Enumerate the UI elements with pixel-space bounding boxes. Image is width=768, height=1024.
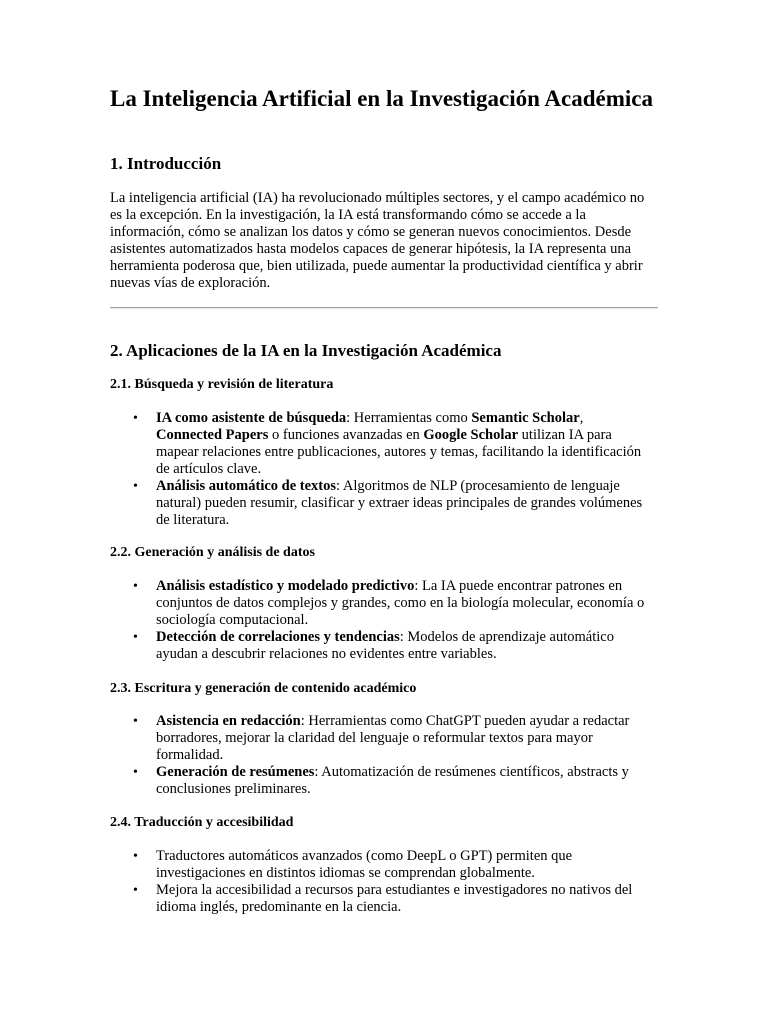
heading-generacion-datos: 2.2. Generación y análisis de datos xyxy=(110,545,315,560)
list-item-text: Mejora la accesibilidad a recursos para estudiantes e investigadores no nativos del idioma inglés, predominante en la ciencia. xyxy=(156,882,633,915)
list-item-text: utilizan IA para mapear relaciones entre publicaciones, autores y temas, facilitando la identificación de artículos clave. xyxy=(156,427,642,477)
list-item xyxy=(110,764,658,798)
bullet-icon: • xyxy=(133,883,138,898)
list-traduccion-accesibilidad xyxy=(110,848,658,916)
list-item xyxy=(110,629,658,663)
bullet-icon: • xyxy=(133,411,138,426)
bullet-icon: • xyxy=(133,630,138,645)
bold-term: Semantic Scholar xyxy=(471,410,580,426)
heading-aplicaciones: 2. Aplicaciones de la IA en la Investigación Académica xyxy=(110,341,502,360)
list-generacion-datos xyxy=(110,578,658,663)
list-item xyxy=(110,478,658,529)
bold-term: Análisis estadístico y modelado predictivo xyxy=(156,578,415,594)
list-item-text: : Herramientas como xyxy=(346,410,472,426)
list-item-text: : Herramientas como ChatGPT pueden ayudar a redactar borradores, mejorar la claridad del lenguaje o reformular textos para mayor formalidad. xyxy=(156,713,630,763)
bullet-icon: • xyxy=(133,479,138,494)
list-item-text: : Algoritmos de NLP (procesamiento de lenguaje natural) pueden resumir, clasificar y extraer ideas principales de grandes volúmenes de literatura. xyxy=(156,478,643,528)
list-item-text: : Automatización de resúmenes científicos, abstracts y conclusiones preliminares. xyxy=(156,764,629,797)
bullet-icon: • xyxy=(133,714,138,729)
horizontal-divider xyxy=(110,307,658,309)
list-item xyxy=(110,848,658,882)
list-item-text: , xyxy=(579,410,584,426)
list-item xyxy=(110,882,658,916)
document-title: La Inteligencia Artificial en la Investigación Académica xyxy=(110,86,654,111)
bold-term: Google Scholar xyxy=(423,427,519,443)
bullet-icon: • xyxy=(133,765,138,780)
bold-term: Detección de correlaciones y tendencias xyxy=(156,629,400,645)
list-busqueda-literatura xyxy=(110,410,658,529)
bold-term: Análisis automático de textos xyxy=(156,478,337,494)
list-item-text: Traductores automáticos avanzados (como DeepL o GPT) permiten que investigaciones en distintos idiomas se comprendan globalmente. xyxy=(156,848,573,881)
list-item-text: : Modelos de aprendizaje automático ayudan a descubrir relaciones no evidentes entre variables. xyxy=(156,629,614,662)
heading-busqueda-literatura: 2.1. Búsqueda y revisión de literatura xyxy=(110,377,334,392)
heading-traduccion-accesibilidad: 2.4. Traducción y accesibilidad xyxy=(110,815,294,830)
bullet-icon: • xyxy=(133,849,138,864)
bold-term: Connected Papers xyxy=(156,427,269,443)
list-item xyxy=(110,578,658,629)
list-item xyxy=(110,713,658,764)
list-item xyxy=(110,410,658,478)
heading-escritura-contenido: 2.3. Escritura y generación de contenido académico xyxy=(110,681,417,696)
bold-term: IA como asistente de búsqueda xyxy=(156,410,347,426)
heading-introduccion: 1. Introducción xyxy=(110,154,222,173)
list-item-text: o funciones avanzadas en xyxy=(268,427,424,443)
bold-term: Generación de resúmenes xyxy=(156,764,315,780)
list-escritura-contenido xyxy=(110,713,658,798)
bullet-icon: • xyxy=(133,579,138,594)
bold-term: Asistencia en redacción xyxy=(156,713,301,729)
intro-paragraph: La inteligencia artificial (IA) ha revolucionado múltiples sectores, y el campo académico no es la excepción. En la investigación, la IA está transformando cómo se accede a la información, cómo se analizan los datos y cómo se generan nuevos conocimientos. Desde asistentes automatizados hasta modelos capaces de generar hipótesis, la IA representa una herramienta poderosa que, bien utilizada, puede aumentar la productividad científica y abrir nuevas vías de exploración. xyxy=(110,190,645,291)
list-item-text: : La IA puede encontrar patrones en conjuntos de datos complejos y grandes, como en la biología molecular, economía o sociología computacional. xyxy=(156,578,645,628)
